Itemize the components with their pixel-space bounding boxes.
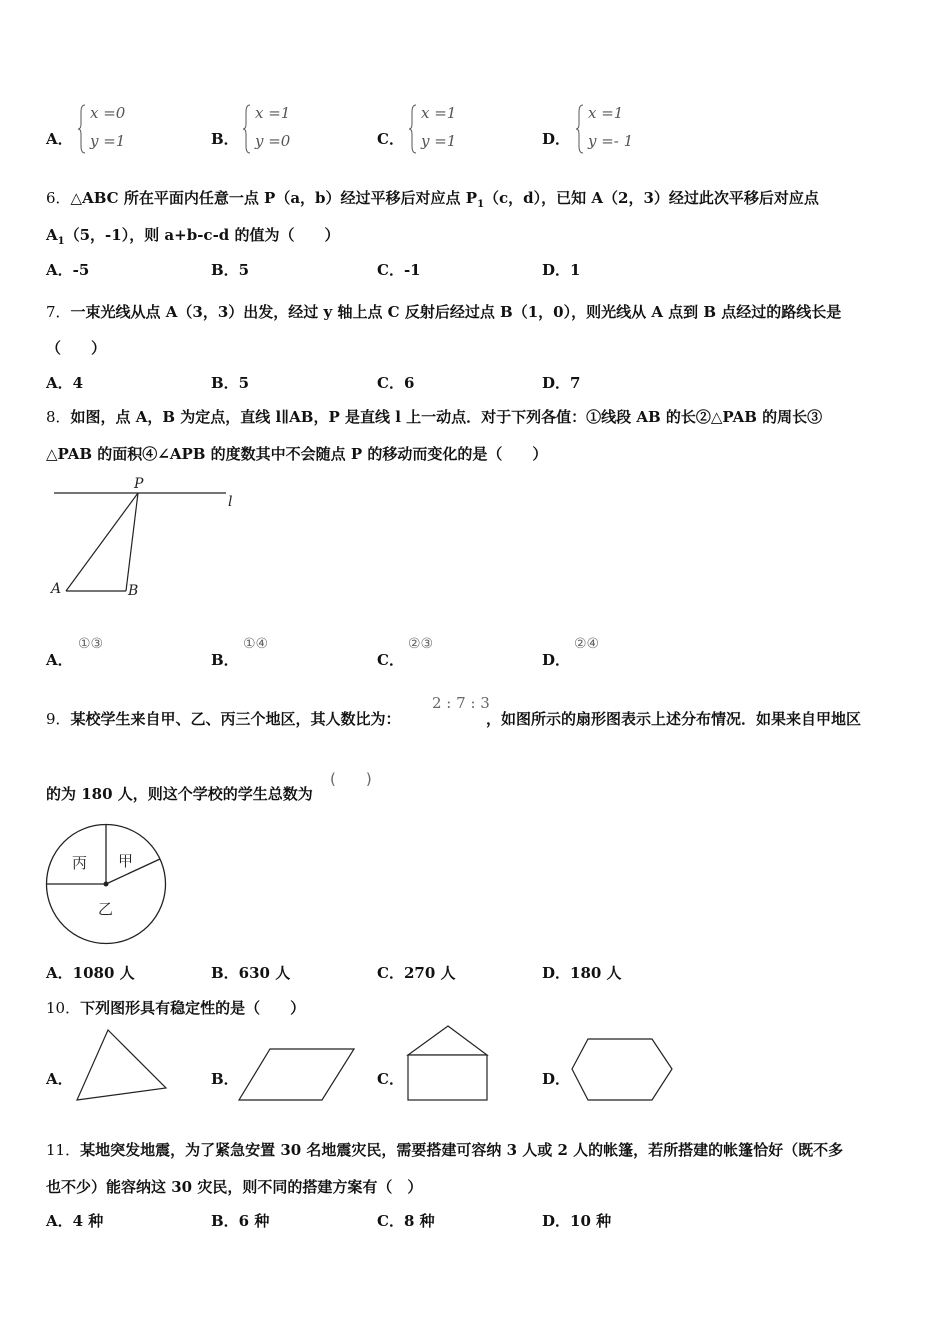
q11-option-d[interactable]: D．10 种 (542, 1212, 612, 1230)
q8-stem-line-1 (46, 406, 822, 427)
brace-icon (78, 104, 86, 154)
equation-line-2: y =1 (90, 132, 126, 150)
q9-number: 9． (46, 710, 71, 728)
q6-option-d[interactable]: D．1 (542, 261, 581, 279)
q8-option-d-value: ②④ (574, 636, 600, 652)
q11-option-a[interactable]: A．4 种 (46, 1212, 104, 1230)
q11-stem-line-2: 也不少）能容纳这 30 灾民，则不同的搭建方案有（ ） (46, 1178, 423, 1196)
q11-option-c[interactable]: C．8 种 (377, 1212, 435, 1230)
pie-label-bing: 丙 (72, 854, 88, 872)
brace-icon (409, 104, 417, 154)
equation-line-2: y =0 (255, 132, 291, 150)
q8-figure (46, 474, 246, 604)
q11-option-b[interactable]: B．6 种 (211, 1212, 270, 1230)
q6-subscript: 1 (477, 199, 485, 210)
q6-text-part: （c，d），已知 A（2，3）经过此次平移后对应点 (484, 189, 819, 207)
point-a-label: A (51, 581, 62, 597)
q10-number: 10． (46, 999, 81, 1017)
q7-stem-line-1 (46, 301, 841, 322)
q9-pie-chart (44, 822, 170, 948)
q9-ratio: 2 : 7 : 3 (432, 694, 490, 712)
q8-number: 8． (46, 408, 71, 426)
q7-stem-line-2: （ ） (46, 339, 107, 357)
brace-icon (576, 104, 584, 154)
q7-option-a[interactable]: A．4 (46, 374, 84, 392)
pie-label-yi: 乙 (98, 900, 114, 918)
q8-option-c-label[interactable]: C． (377, 651, 404, 669)
pie-center-dot (104, 882, 109, 887)
q7-number: 7． (46, 303, 71, 321)
q5-option-c-label[interactable]: C． (377, 130, 404, 148)
q6-text-part: A (46, 226, 58, 244)
q6-option-a[interactable]: A．-5 (46, 261, 90, 279)
q11-stem-line-1 (46, 1139, 843, 1160)
q6-option-c[interactable]: C．-1 (377, 261, 421, 279)
q9-option-d[interactable]: D．180 人 (542, 964, 622, 982)
q5-option-a-label[interactable]: A． (46, 130, 73, 148)
point-p-label: P (134, 476, 144, 492)
q8-option-b-label[interactable]: B． (211, 651, 239, 669)
q8-stem-line-2: △PAB 的面积④∠APB 的度数其中不会随点 P 的移动而变化的是（ ） (46, 445, 548, 463)
q7-option-c[interactable]: C．6 (377, 374, 415, 392)
q6-number: 6． (46, 189, 71, 207)
q9-option-c[interactable]: C．270 人 (377, 964, 456, 982)
q10-option-c-label[interactable]: C． (377, 1070, 404, 1088)
house-roof-shape (408, 1026, 487, 1055)
q8-option-a-label[interactable]: A． (46, 651, 73, 669)
q10-option-b-label[interactable]: B． (211, 1070, 239, 1088)
q11-text: 某地突发地震，为了紧急安置 30 名地震灾民，需要搭建可容纳 3 人或 2 人的帐篷，若所搭建的帐篷恰好（既不多 (80, 1141, 844, 1159)
equation-line-1: x =0 (90, 104, 126, 122)
q6-text-part: △ABC 所在平面内任意一点 P（a，b）经过平移后对应点 P (70, 189, 478, 207)
q6-subscript: 1 (57, 236, 65, 247)
q9-stem-line-1-right: ，如图所示的扇形图表示上述分布情况．如果来自甲地区 (486, 710, 862, 728)
q10-option-d-label[interactable]: D． (542, 1070, 571, 1088)
q5-option-b-label[interactable]: B． (211, 130, 239, 148)
q9-stem-line-2: 的为 180 人，则这个学校的学生总数为 (46, 785, 313, 803)
equation-line-1: x =1 (421, 104, 457, 122)
point-b-label: B (128, 583, 139, 599)
parallelogram-shape (239, 1049, 354, 1100)
equation-line-2: y =- 1 (588, 132, 634, 150)
q8-option-a-value: ①③ (78, 636, 104, 652)
brace-icon (243, 104, 251, 154)
q6-stem-line-1 (46, 187, 819, 210)
q7-option-b[interactable]: B．5 (211, 374, 250, 392)
q9-text: 某校学生来自甲、乙、丙三个地区，其人数比为： (70, 710, 401, 728)
equation-line-2: y =1 (421, 132, 457, 150)
triangle-shape (77, 1030, 166, 1100)
q8-option-c-value: ②③ (408, 636, 434, 652)
hexagon-shape (572, 1039, 672, 1100)
q8-text: 如图，点 A，B 为定点，直线 l∥AB，P 是直线 l 上一动点．对于下列各值：①线段 AB 的长②△PAB 的周长③ (70, 408, 823, 426)
equation-line-1: x =1 (255, 104, 291, 122)
q10-option-c-house (404, 1024, 492, 1104)
q5-option-d-label[interactable]: D． (542, 130, 571, 148)
q9-stem-line-1-left (46, 708, 401, 729)
q7-text: 一束光线从点 A（3，3）出发，经过 y 轴上点 C 反射后经过点 B（1，0），则光线从 A 点到 B 点经过的路线长是 (70, 303, 842, 321)
q6-stem-line-2 (46, 224, 340, 247)
q10-text: 下列图形具有稳定性的是（ ） (80, 999, 306, 1017)
q10-option-a-label[interactable]: A． (46, 1070, 73, 1088)
q7-option-d[interactable]: D．7 (542, 374, 581, 392)
house-body-shape (408, 1055, 487, 1100)
q9-option-b[interactable]: B．630 人 (211, 964, 291, 982)
q6-option-b[interactable]: B．5 (211, 261, 250, 279)
q10-stem (46, 997, 305, 1018)
q9-answer-paren: ( ) (330, 770, 372, 788)
q9-option-a[interactable]: A．1080 人 (46, 964, 135, 982)
q11-number: 11． (46, 1141, 81, 1159)
equation-line-1: x =1 (588, 104, 624, 122)
line-l-label: l (228, 494, 233, 510)
q10-option-a-triangle (72, 1026, 172, 1106)
q8-option-d-label[interactable]: D． (542, 651, 571, 669)
q10-option-d-hexagon (568, 1034, 676, 1104)
q8-option-b-value: ①④ (243, 636, 269, 652)
q6-text-part: （5，-1），则 a+b-c-d 的值为（ ） (64, 226, 340, 244)
q10-option-b-parallelogram (236, 1046, 360, 1104)
pie-label-jia: 甲 (118, 852, 134, 870)
